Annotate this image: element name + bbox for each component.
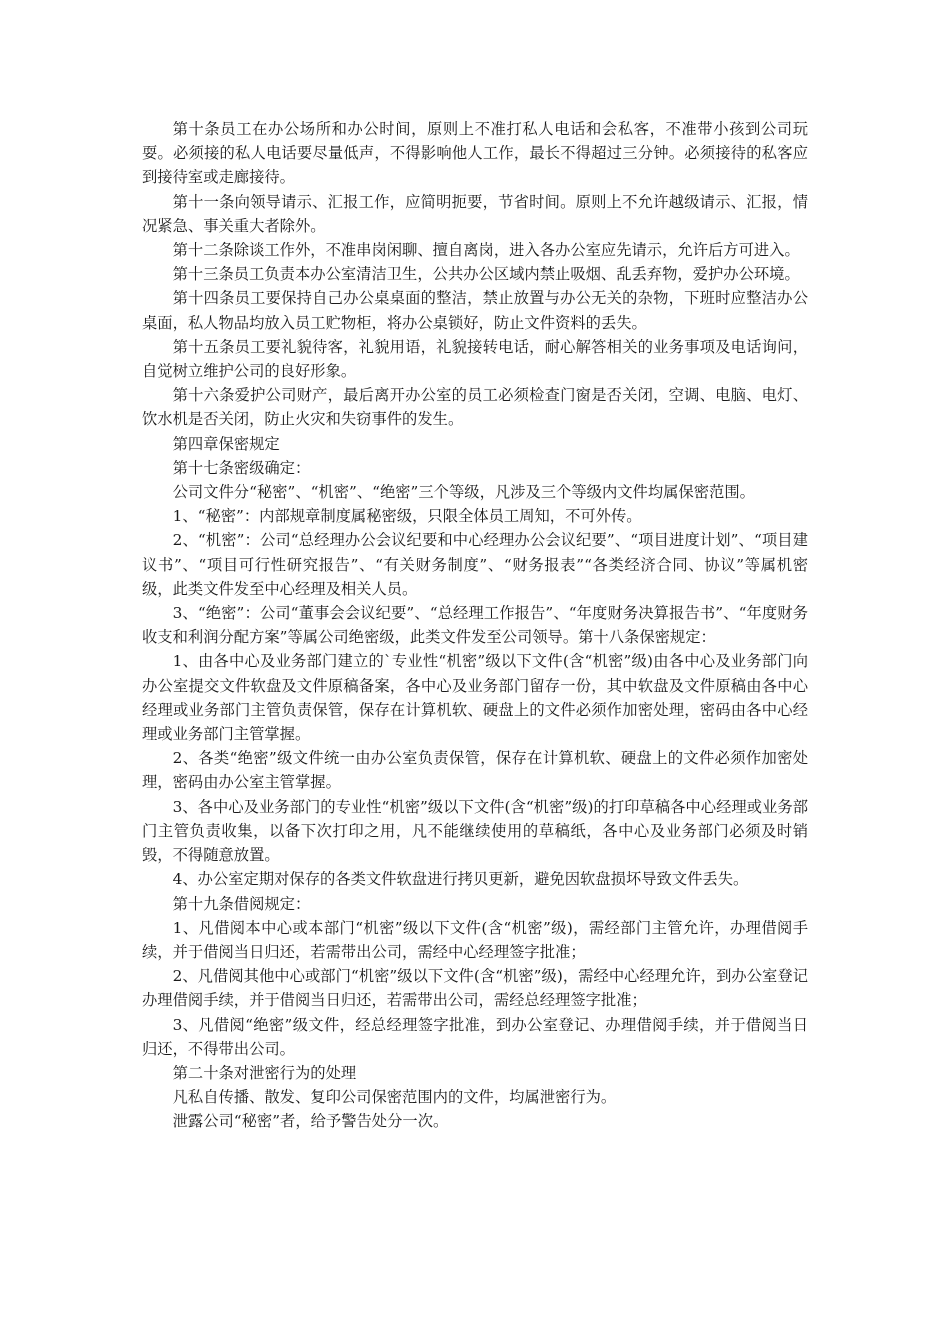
paragraph-leak-penalty: 泄露公司“秘密”者，给予警告处分一次。 [172, 1112, 449, 1131]
paragraph-article-15: 第十五条员工要礼貌待客，礼貌用语，礼貌接转电话，耐心解答相关的业务事项及电话询问，自觉树立维护公司的良好形象。 [142, 337, 808, 381]
paragraph-classification-intro: 公司文件分“秘密”、“机密”、“绝密”三个等级，凡涉及三个等级内文件均属保密范围。 [172, 483, 755, 502]
paragraph-article-17: 第十七条密级确定： [172, 458, 311, 477]
paragraph-confidential-level: 2、“机密”：公司“总经理办公会议纪要和中心经理办公会议纪要”、“项目进度计划”、“项目建议书”、“项目可行性研究报告”、“有关财务制度”、“财务报表”“各类经济合同、协议”等属机密级，此类文件发至中心经理及相关人员。 [142, 531, 808, 598]
paragraph-article-20: 第二十条对泄密行为的处理 [172, 1063, 357, 1082]
paragraph-leak-definition: 凡私自传播、散发、复印公司保密范围内的文件，均属泄密行为。 [172, 1088, 617, 1107]
paragraph-article-10: 第十条员工在办公场所和办公时间，原则上不准打私人电话和会私客，不准带小孩到公司玩耍。必须接的私人电话要尽量低声，不得影响他人工作，最长不得超过三分钟。必须接待的私客应到接待室或走廊接待。 [142, 120, 808, 187]
paragraph-article-19: 第十九条借阅规定： [172, 894, 311, 913]
paragraph-article-16: 第十六条爱护公司财产，最后离开办公室的员工必须检查门窗是否关闭，空调、电脑、电灯、饮水机是否关闭，防止火灾和失窃事件的发生。 [142, 386, 808, 429]
paragraph-article-13: 第十三条员工负责本办公室清洁卫生，公共办公区域内禁止吸烟、乱丢弃物，爱护办公环境。 [172, 265, 800, 284]
paragraph-borrow-2: 2、凡借阅其他中心或部门“机密”级以下文件(含“机密”级)，需经中心经理允许，到办公室登记办理借阅手续，并于借阅当日归还，若需带出公司，需经总经理签字批准； [142, 967, 808, 1010]
document-body [142, 117, 808, 1134]
paragraph-article-11: 第十一条向领导请示、汇报工作，应简明扼要，节省时间。原则上不允许越级请示、汇报，情况紧急、事关重大者除外。 [142, 192, 808, 235]
paragraph-rule-2: 2、各类“绝密”级文件统一由办公室负责保管，保存在计算机软、硬盘上的文件必须作加密处理，密码由办公室主管掌握。 [142, 749, 808, 792]
paragraph-top-secret-level: 3、“绝密”：公司“董事会会议纪要”、“总经理工作报告”、“年度财务决算报告书”、“年度财务收支和利润分配方案”等属公司绝密级，此类文件发至公司领导。第十八条保密规定： [142, 604, 808, 647]
chapter-heading: 第四章保密规定 [172, 434, 280, 453]
paragraph-rule-1: 1、由各中心及业务部门建立的`专业性“机密”级以下文件(含“机密”级)由各中心及业务部门向办公室提交文件软盘及文件原稿备案，各中心及业务部门留存一份，其中软盘及文件原稿由各中心经理或业务部门主管负责保管，保存在计算机软、硬盘上的文件必须作加密处理，密码由各中心经理或业务部门主管掌握。 [142, 652, 808, 744]
paragraph-article-14: 第十四条员工要保持自己办公桌桌面的整洁，禁止放置与办公无关的杂物，下班时应整洁办公桌面，私人物品均放入员工贮物柜，将办公桌锁好，防止文件资料的丢失。 [142, 289, 808, 332]
paragraph-rule-3: 3、各中心及业务部门的专业性“机密”级以下文件(含“机密”级)的打印草稿各中心经理或业务部门主管负责收集，以备下次打印之用，凡不能继续使用的草稿纸，各中心及业务部门必须及时销毁，不得随意放置。 [142, 797, 808, 865]
paragraph-borrow-3: 3、凡借阅“绝密”级文件，经总经理签字批准，到办公室登记、办理借阅手续，并于借阅当日归还，不得带出公司。 [142, 1015, 808, 1058]
paragraph-rule-4: 4、办公室定期对保存的各类文件软盘进行拷贝更新，避免因软盘损坏导致文件丢失。 [172, 870, 749, 889]
paragraph-secret-level: 1、“秘密”：内部规章制度属秘密级，只限全体员工周知，不可外传。 [172, 507, 642, 526]
paragraph-borrow-1: 1、凡借阅本中心或本部门“机密”级以下文件(含“机密”级)，需经部门主管允许，办理借阅手续，并于借阅当日归还，若需带出公司，需经中心经理签字批准； [142, 918, 808, 961]
paragraph-article-12: 第十二条除谈工作外，不准串岗闲聊、擅自离岗，进入各办公室应先请示，允许后方可进入。 [172, 241, 800, 260]
